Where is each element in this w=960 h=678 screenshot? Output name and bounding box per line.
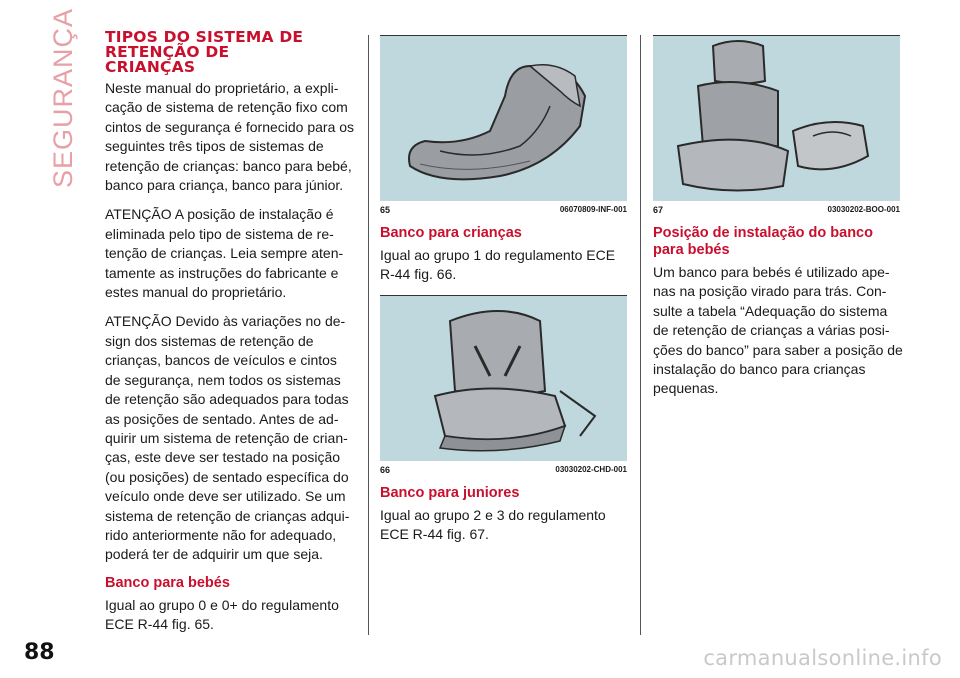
paragraph-warning-1: ATENÇÃO A posição de instalação é eliminada pelo tipo de sistema de re-tenção de crianças. Leia sempre aten-tamente as instruções do fabricante e estes manual do proprietário.	[105, 206, 344, 301]
subhead-infant-seat-position: Posição de instalação do banco para bebés	[653, 225, 873, 258]
title-line: RETENÇÃO DE	[105, 43, 230, 61]
column-divider	[640, 35, 641, 635]
paragraph-junior-seat: Igual ao grupo 2 e 3 do regulamento ECE R-44 fig. 67.	[380, 506, 606, 543]
figure-number: 66	[380, 464, 391, 475]
infant-carrier-illustration	[380, 36, 627, 201]
page-title	[105, 30, 355, 75]
figure-number: 65	[380, 205, 391, 215]
section-tab-label: SEGURANÇA	[48, 7, 78, 188]
subhead-junior-seat: Banco para juniores	[380, 484, 520, 501]
figure-caption	[380, 461, 627, 475]
paragraph-warning-2: ATENÇÃO Devido às variações no de-sign dos sistemas de retenção de crianças, bancos de veículos e cintos de segurança, nem todos os sistemas de retenção são adequados para todas as posições de sentado. Antes de ad-quirir um sistema de retenção de crian-ças, este deve ser testado na posição (ou posições) de sentado específica do veículo onde deve ser utilizado. Se um sistema de retenção de crianças adqui-rido anteriormente não for adequado, poderá ter de adquirir um que seja.	[105, 313, 350, 563]
column-1	[105, 30, 355, 645]
figure-code: 03030202-CHD-001	[555, 464, 627, 474]
figure-code: 06070809-INF-001	[559, 205, 627, 214]
figure-67	[653, 35, 900, 215]
subhead-child-seat: Banco para crianças	[380, 225, 522, 241]
figure-number: 67	[653, 205, 664, 215]
figure-65	[380, 35, 627, 215]
booster-seat-illustration	[653, 36, 900, 201]
page-number: 88	[24, 640, 55, 665]
title-line: TIPOS DO SISTEMA DE	[105, 28, 304, 46]
figure-caption	[380, 201, 627, 215]
figure-66	[380, 295, 627, 475]
paragraph-intro: Neste manual do proprietário, a expli-cação de sistema de retenção fixo com cintos de segurança é fornecido para os seguintes três tipos de sistemas de retenção de crianças: banco para bebé, banco para criança, banco para júnior.	[105, 80, 355, 194]
subhead-infant-seat: Banco para bebés	[105, 574, 230, 591]
figure-code: 03030202-BOO-001	[827, 205, 900, 214]
watermark: carmanualsonline.info	[703, 646, 942, 670]
column-2	[380, 35, 630, 555]
section-tab	[48, 7, 78, 188]
figure-caption	[653, 201, 900, 215]
column-divider	[368, 35, 369, 635]
paragraph-child-seat: Igual ao grupo 1 do regulamento ECE R-44 fig. 66.	[380, 247, 616, 283]
paragraph-infant-seat: Igual ao grupo 0 e 0+ do regulamento ECE R-44 fig. 65.	[105, 596, 339, 633]
child-seat-illustration	[380, 296, 627, 461]
title-line: CRIANÇAS	[105, 58, 196, 76]
column-3	[653, 35, 903, 409]
paragraph-infant-seat-position: Um banco para bebés é utilizado ape-nas na posição virado para trás. Con-sulte a tabela “Adequação do sistema de retenção de crianças a várias posi-ções do banco” para saber a posição de instalação do banco para crianças pequenas.	[653, 264, 903, 397]
